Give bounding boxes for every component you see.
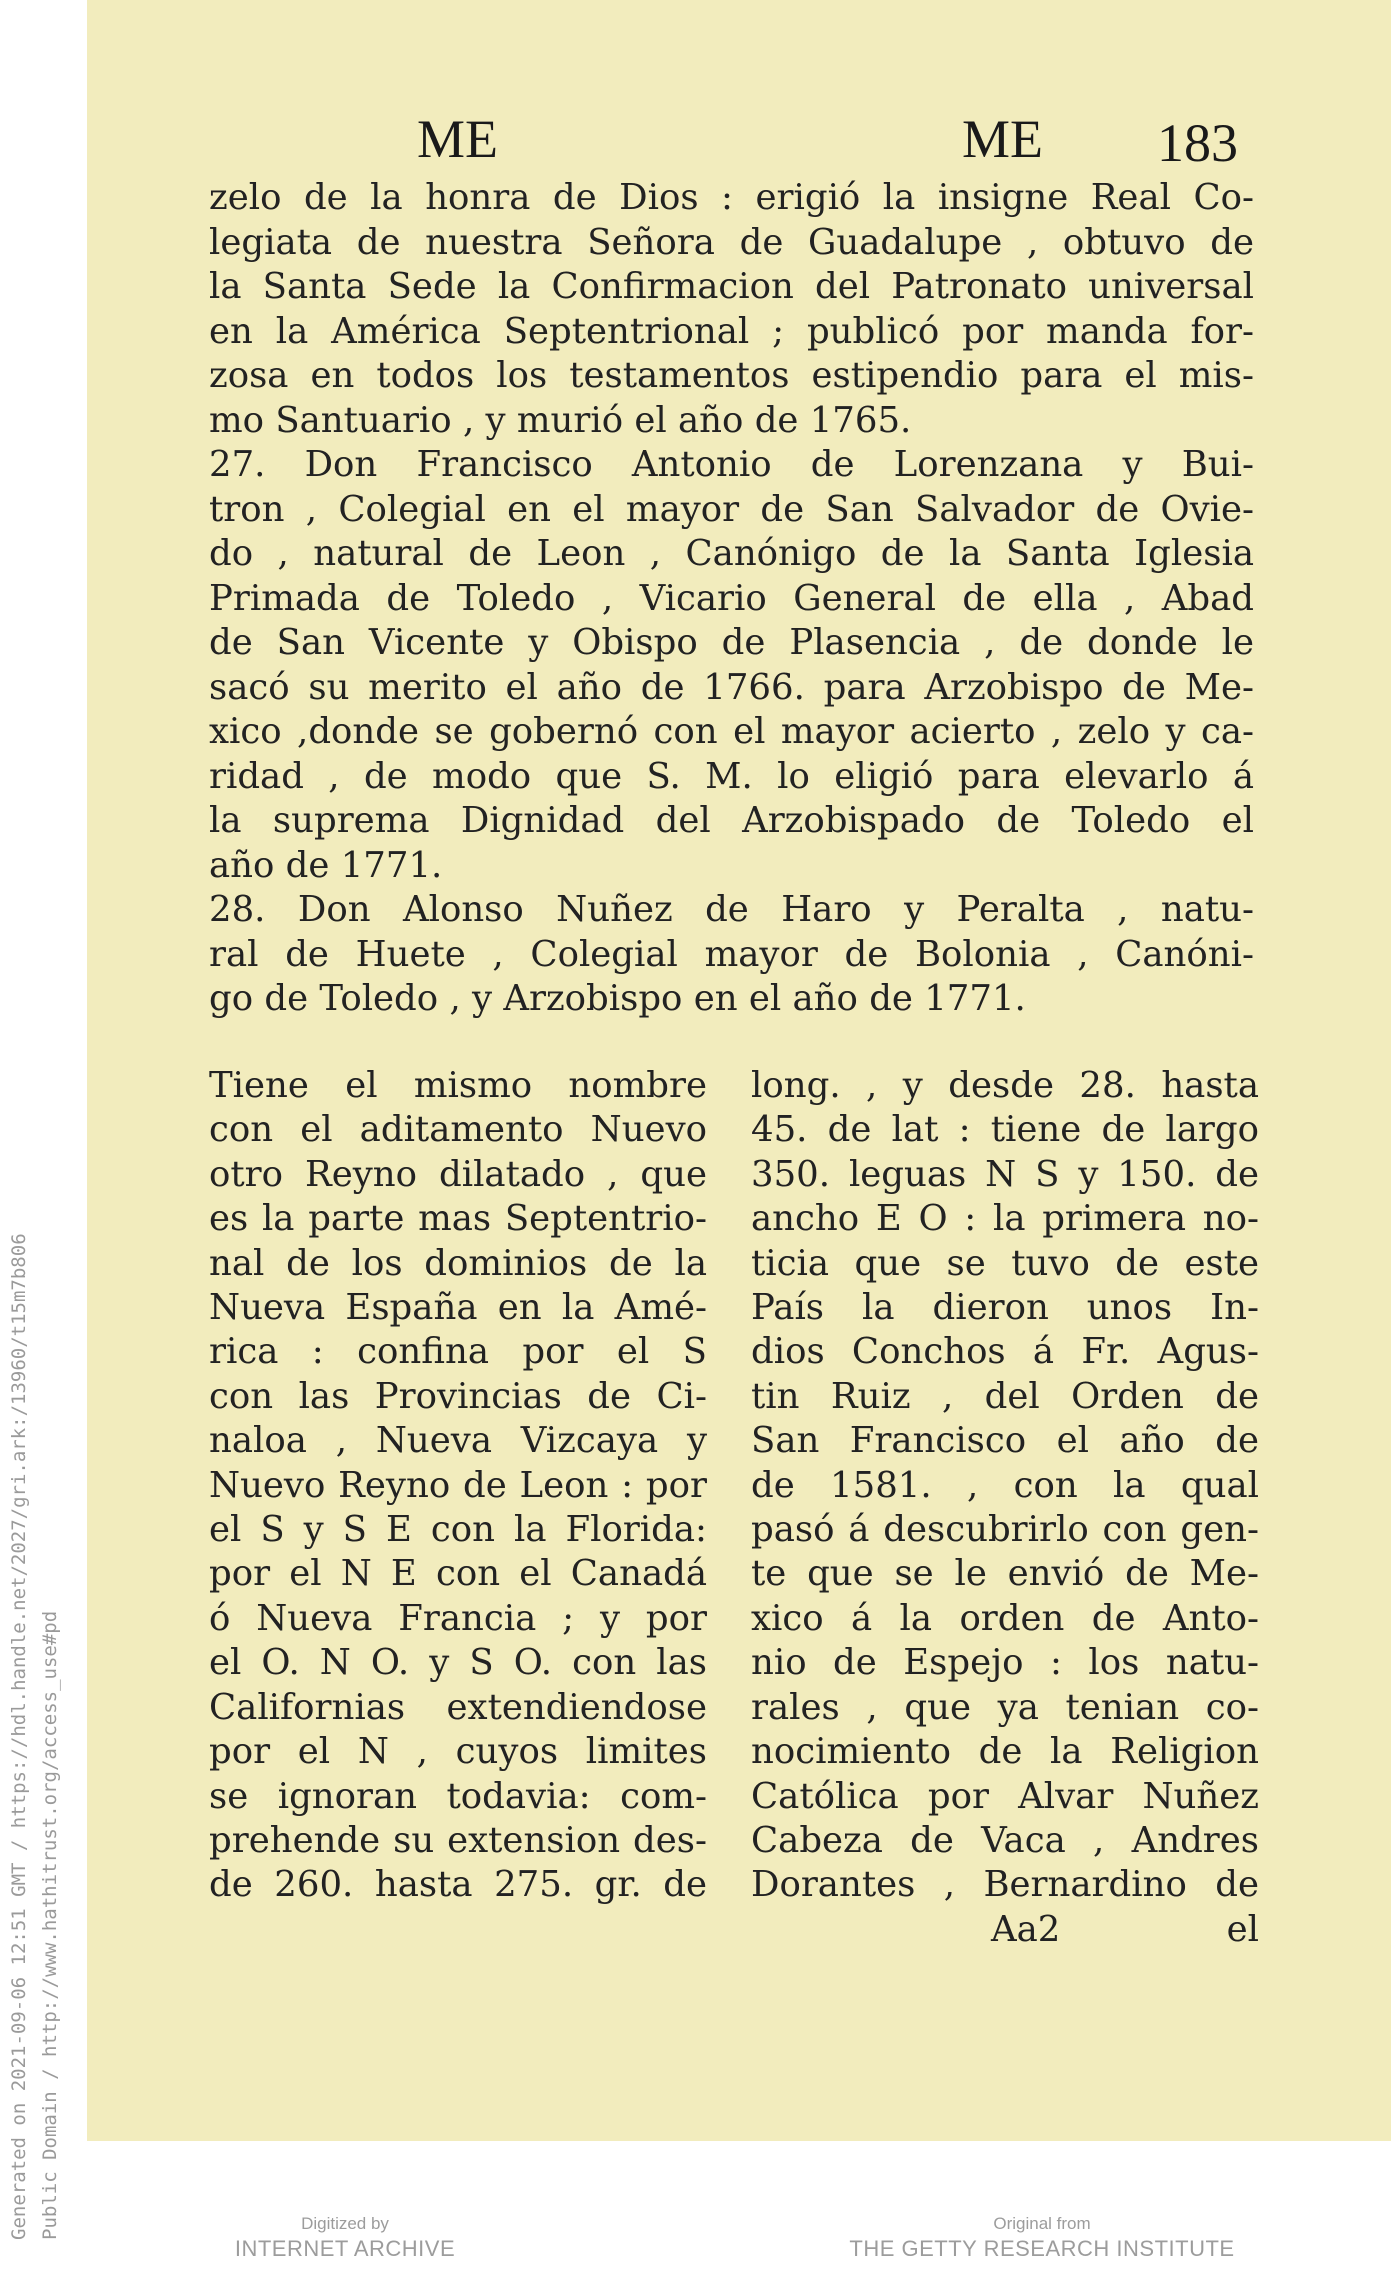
text-line: ral de Huete , Colegial mayor de Bolonia , Canóni- bbox=[209, 933, 1254, 975]
signature-mark: Aa2 bbox=[991, 1908, 1061, 1950]
text-line: ticia que se tuvo de este bbox=[751, 1242, 1259, 1284]
text-line: con el aditamento Nuevo bbox=[209, 1109, 707, 1151]
text-line: Primada de Toledo , Vicario General de ella , Abad bbox=[209, 577, 1254, 619]
text-line: Cabeza de Vaca , Andres bbox=[751, 1819, 1259, 1861]
text-line: es la parte mas Septentrio- bbox=[209, 1198, 707, 1240]
text-line: la Santa Sede la Confirmacion del Patronato universal bbox=[209, 266, 1254, 307]
text-line: Californias extendiendose bbox=[209, 1686, 707, 1728]
text-line: Católica por Alvar Nuñez bbox=[751, 1775, 1259, 1817]
digitized-by-label: Digitized by bbox=[301, 2214, 389, 2233]
text-line: en la América Septentrional ; publicó por manda for- bbox=[209, 310, 1254, 352]
getty-institute-label: THE GETTY RESEARCH INSTITUTE bbox=[849, 2236, 1235, 2261]
text-line: de 260. hasta 275. gr. de bbox=[209, 1864, 707, 1906]
stamp-line-2: Public Domain / http://www.hathitrust.org/access_use#pd bbox=[39, 1610, 61, 2240]
text-line: la suprema Dignidad del Arzobispado de Toledo el bbox=[209, 800, 1254, 841]
text-line: el O. N O. y S O. con las bbox=[209, 1642, 707, 1684]
text-line: por el N E con el Canadá bbox=[209, 1553, 707, 1595]
footer bbox=[0, 2213, 1391, 2271]
text-line: tron , Colegial en el mayor de San Salvador de Ovie- bbox=[209, 488, 1254, 530]
header-right-word: ME bbox=[962, 109, 1043, 169]
text-line: Dorantes , Bernardino de bbox=[751, 1864, 1259, 1906]
text-line: nal de los dominios de la bbox=[209, 1242, 707, 1284]
text-line: por el N , cuyos limites bbox=[209, 1731, 707, 1773]
text-line: otro Reyno dilatado , que bbox=[209, 1153, 707, 1195]
text-line: rales , que ya tenian co- bbox=[751, 1686, 1259, 1728]
text-line: con las Provincias de Ci- bbox=[209, 1375, 707, 1417]
text-line: tin Ruiz , del Orden de bbox=[751, 1375, 1259, 1417]
text-line: ó Nueva Francia ; y por bbox=[209, 1597, 707, 1639]
text-line: long. , y desde 28. hasta bbox=[751, 1065, 1259, 1106]
text-line: zelo de la honra de Dios : erigió la insigne Real Co- bbox=[209, 177, 1254, 218]
text-line: ancho E O : la primera no- bbox=[751, 1198, 1259, 1240]
scanned-page bbox=[87, 0, 1391, 2141]
text-line: go de Toledo , y Arzobispo en el año de 1771. bbox=[209, 978, 1026, 1019]
text-line: xico ,donde se gobernó con el mayor acierto , zelo y ca- bbox=[209, 711, 1254, 752]
text-line: nocimiento de la Religion bbox=[751, 1731, 1259, 1773]
main-text-block bbox=[209, 176, 1254, 1022]
text-line: 350. leguas N S y 150. de bbox=[751, 1153, 1259, 1195]
text-line: te que se le envió de Me- bbox=[751, 1553, 1259, 1595]
left-column bbox=[209, 1064, 707, 1908]
text-line: se ignoran todavia: com- bbox=[209, 1775, 707, 1817]
text-line: xico á la orden de Anto- bbox=[751, 1597, 1259, 1639]
text-line: legiata de nuestra Señora de Guadalupe , obtuvo de bbox=[209, 221, 1254, 263]
text-line: Nuevo Reyno de Leon : por bbox=[209, 1464, 707, 1506]
internet-archive-label: INTERNET ARCHIVE bbox=[234, 2236, 456, 2261]
text-line: do , natural de Leon , Canónigo de la Santa Iglesia bbox=[209, 533, 1254, 574]
text-line: 28. Don Alonso Nuñez de Haro y Peralta , natu- bbox=[209, 889, 1254, 930]
text-line: nio de Espejo : los natu- bbox=[751, 1642, 1259, 1684]
page-number: 183 bbox=[1157, 113, 1238, 173]
text-line: naloa , Nueva Vizcaya y bbox=[209, 1420, 707, 1462]
text-line: rica : confina por el S bbox=[209, 1331, 707, 1373]
text-line: País la dieron unos In- bbox=[751, 1287, 1259, 1329]
catchword: el bbox=[1226, 1908, 1259, 1950]
text-line: sacó su merito el año de 1766. para Arzobispo de Me- bbox=[209, 666, 1254, 708]
text-line: prehende su extension des- bbox=[209, 1819, 707, 1861]
text-line: 27. Don Francisco Antonio de Lorenzana y Bui- bbox=[209, 444, 1254, 485]
text-line: el S y S E con la Florida: bbox=[209, 1509, 707, 1551]
text-line: año de 1771. bbox=[209, 844, 443, 886]
signature-line bbox=[751, 1908, 1259, 1952]
digitized-by-credit bbox=[215, 2213, 475, 2263]
hathitrust-stamp bbox=[4, 1160, 74, 2240]
stamp-text bbox=[4, 1160, 66, 2240]
right-column bbox=[751, 1064, 1259, 1952]
text-line: Nueva España en la Amé- bbox=[209, 1287, 707, 1329]
original-from-credit bbox=[832, 2213, 1252, 2263]
text-line: mo Santuario , y murió el año de 1765. bbox=[209, 399, 912, 441]
text-line: de 1581. , con la qual bbox=[751, 1464, 1259, 1506]
text-line: dios Conchos á Fr. Agus- bbox=[751, 1331, 1259, 1373]
text-line: San Francisco el año de bbox=[751, 1420, 1259, 1462]
text-line: pasó á descubrirlo con gen- bbox=[751, 1509, 1259, 1551]
text-line: zosa en todos los testamentos estipendio para el mis- bbox=[209, 355, 1254, 396]
text-line: Tiene el mismo nombre bbox=[209, 1065, 707, 1106]
text-line: de San Vicente y Obispo de Plasencia , de donde le bbox=[209, 622, 1254, 663]
header-left-word: ME bbox=[417, 109, 498, 169]
original-from-label: Original from bbox=[993, 2214, 1091, 2233]
text-line: ridad , de modo que S. M. lo eligió para elevarlo á bbox=[209, 755, 1254, 797]
text-line: 45. de lat : tiene de largo bbox=[751, 1109, 1259, 1151]
stamp-line-1: Generated on 2021-09-06 12:51 GMT / https://hdl.handle.net/2027/gri.ark:/13960/t15m7b806 bbox=[8, 1233, 30, 2240]
